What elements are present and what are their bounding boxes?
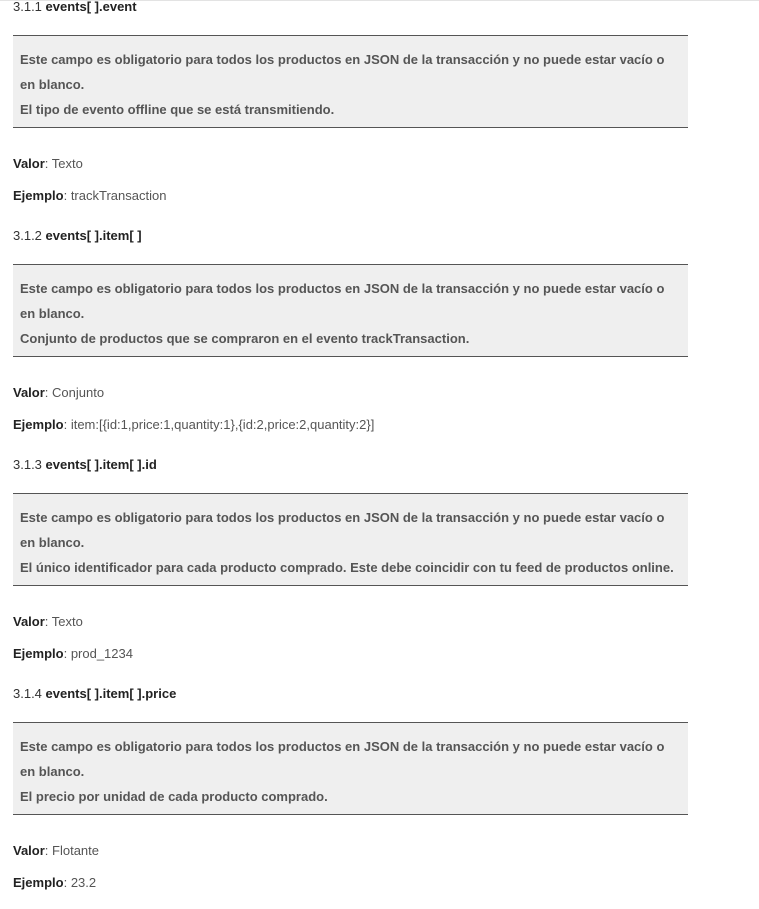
example-line: Ejemplo: item:[{id:1,price:1,quantity:1},{id:2,price:2,quantity:2}] bbox=[13, 417, 375, 432]
value-label: Valor bbox=[13, 385, 45, 400]
heading-number: 3.1.1 bbox=[13, 0, 42, 14]
field-heading bbox=[13, 228, 142, 244]
required-note-box bbox=[13, 722, 688, 815]
example-value: 23.2 bbox=[70, 875, 97, 890]
value-type-line: Valor: Conjunto bbox=[13, 385, 105, 400]
value-type: Texto bbox=[51, 614, 83, 629]
required-note-text: Este campo es obligatorio para todos los productos en JSON de la transacción y no puede estar vacío o en blanco. bbox=[20, 52, 665, 92]
example-line: Ejemplo: trackTransaction bbox=[13, 188, 167, 203]
required-note-text: Este campo es obligatorio para todos los productos en JSON de la transacción y no puede estar vacío o en blanco. bbox=[20, 510, 665, 550]
value-type: Texto bbox=[51, 156, 83, 171]
field-description: El precio por unidad de cada producto comprado. bbox=[20, 789, 328, 804]
example-line: Ejemplo: prod_1234 bbox=[13, 646, 133, 661]
required-note-text: Este campo es obligatorio para todos los productos en JSON de la transacción y no puede estar vacío o en blanco. bbox=[20, 739, 665, 779]
value-label: Valor bbox=[13, 156, 45, 171]
heading-code: events[ ].item[ ].id bbox=[45, 457, 157, 472]
example-label: Ejemplo bbox=[13, 417, 64, 432]
example-label: Ejemplo bbox=[13, 188, 64, 203]
field-description: El único identificador para cada producto comprado. Este debe coincidir con tu feed de productos online. bbox=[20, 560, 674, 575]
example-label: Ejemplo bbox=[13, 875, 64, 890]
required-note-box bbox=[13, 264, 688, 357]
value-type-line: Valor: Texto bbox=[13, 614, 83, 629]
field-heading bbox=[13, 457, 157, 473]
example-value: item:[{id:1,price:1,quantity:1},{id:2,price:2,quantity:2}] bbox=[70, 417, 375, 432]
example-value: trackTransaction bbox=[70, 188, 167, 203]
value-type-line: Valor: Texto bbox=[13, 156, 83, 171]
value-type: Conjunto bbox=[52, 385, 105, 400]
required-note-box bbox=[13, 35, 688, 128]
field-heading bbox=[13, 0, 137, 15]
field-description: Conjunto de productos que se compraron en el evento trackTransaction. bbox=[20, 331, 470, 346]
required-note-text: Este campo es obligatorio para todos los productos en JSON de la transacción y no puede estar vacío o en blanco. bbox=[20, 281, 665, 321]
value-label: Valor bbox=[13, 843, 45, 858]
value-type: Flotante bbox=[52, 843, 100, 858]
field-description: El tipo de evento offline que se está transmitiendo. bbox=[20, 102, 335, 117]
heading-number: 3.1.2 bbox=[13, 228, 42, 243]
heading-code: events[ ].item[ ] bbox=[45, 228, 142, 243]
heading-number: 3.1.4 bbox=[13, 686, 42, 701]
example-value: prod_1234 bbox=[70, 646, 133, 661]
heading-code: events[ ].event bbox=[45, 0, 137, 14]
required-note-box bbox=[13, 493, 688, 586]
heading-code: events[ ].item[ ].price bbox=[45, 686, 177, 701]
value-label: Valor bbox=[13, 614, 45, 629]
example-line: Ejemplo: 23.2 bbox=[13, 875, 97, 890]
value-type-line: Valor: Flotante bbox=[13, 843, 100, 858]
example-label: Ejemplo bbox=[13, 646, 64, 661]
heading-number: 3.1.3 bbox=[13, 457, 42, 472]
field-heading bbox=[13, 686, 176, 702]
